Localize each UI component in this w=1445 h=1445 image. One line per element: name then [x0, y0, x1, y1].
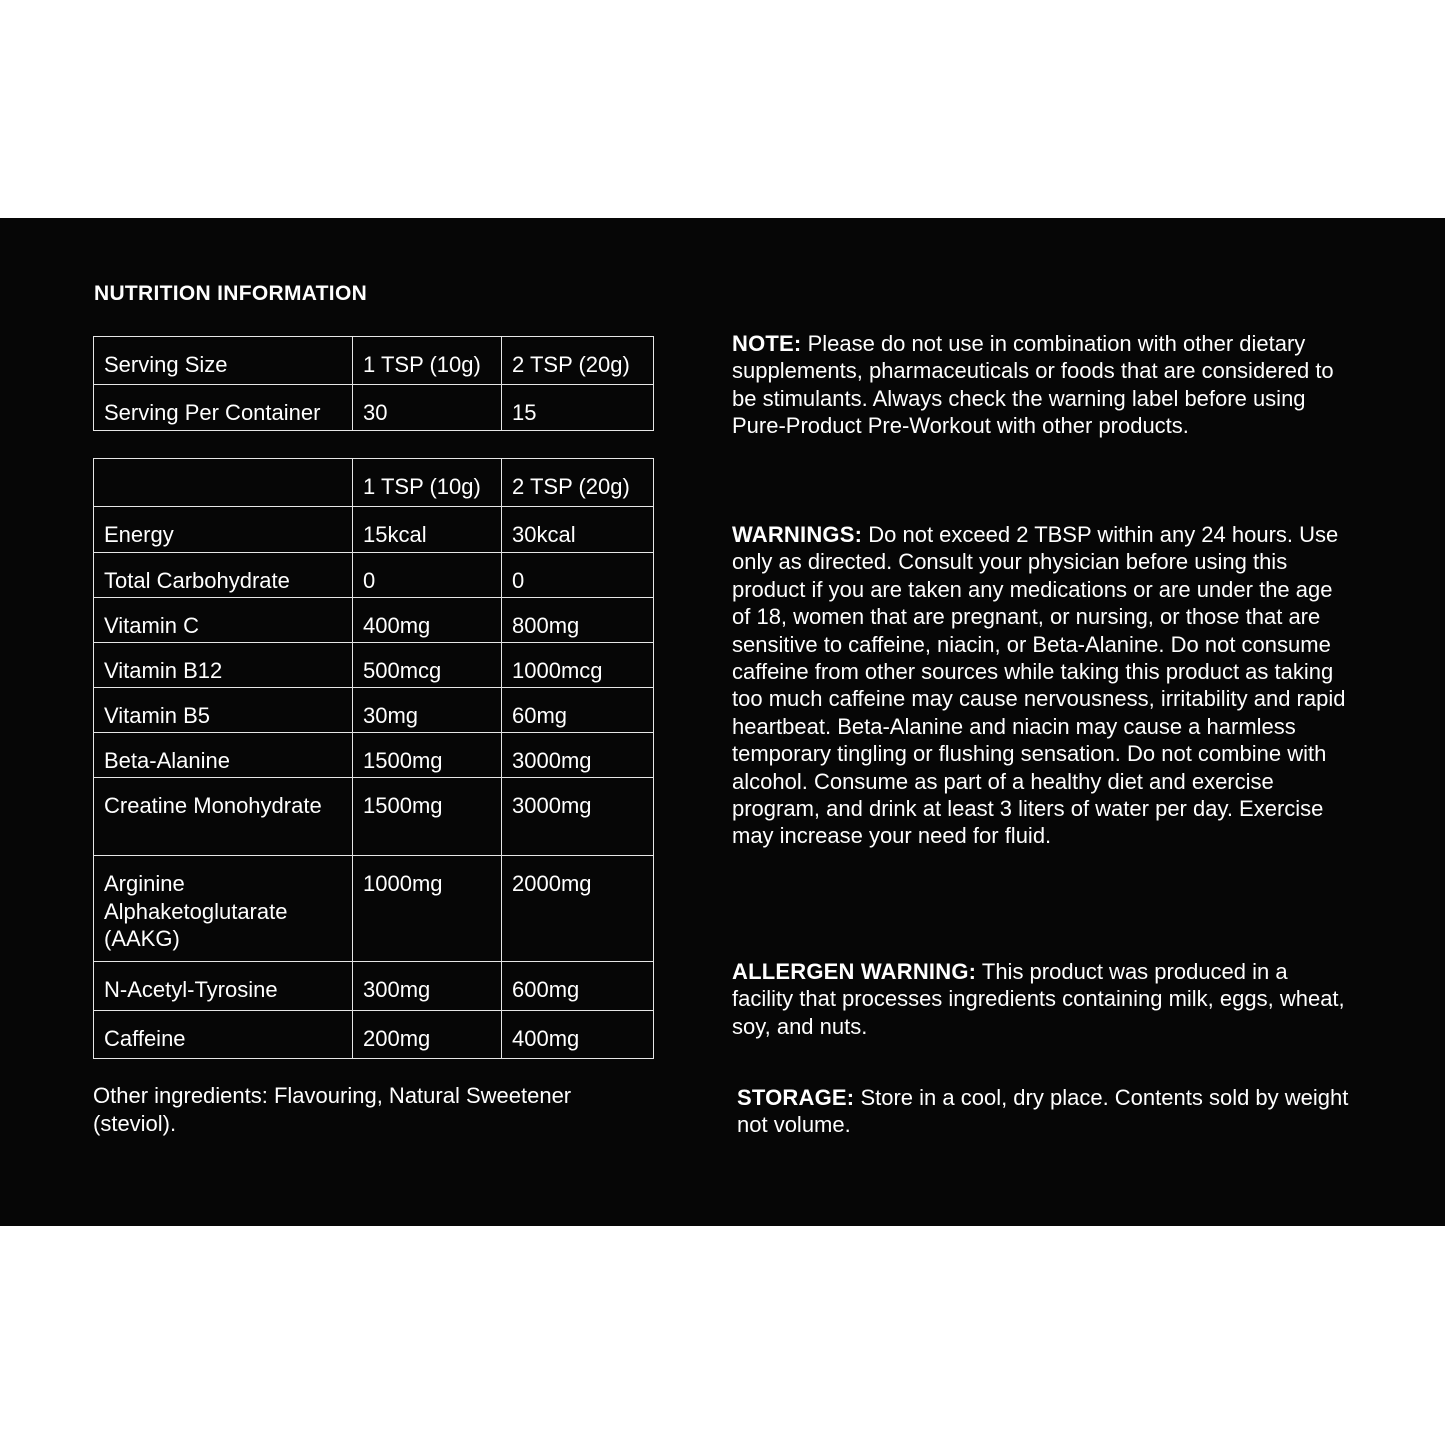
storage-paragraph: [737, 1084, 1357, 1139]
serving-row: [94, 385, 654, 431]
nutrient-row: [94, 733, 654, 778]
serving-label-cell: Serving Size: [94, 337, 353, 385]
label-panel: [0, 218, 1445, 1226]
nutrient-value-cell: 1500mg: [353, 733, 502, 778]
allergen-label: ALLERGEN WARNING:: [732, 959, 977, 984]
note-label: NOTE:: [732, 331, 802, 356]
nutrient-value-cell: 2000mg: [502, 856, 654, 962]
nutrient-row: [94, 507, 654, 553]
nutrient-row: [94, 962, 654, 1011]
warnings-label: WARNINGS:: [732, 522, 863, 547]
storage-label: STORAGE:: [737, 1085, 855, 1110]
nutrient-row: [94, 643, 654, 688]
serving-row: [94, 337, 654, 385]
warnings-text: Do not exceed 2 TBSP within any 24 hours. Use only as directed. Consult your physician before using this product if you are taken any medications or are under the age of 18, women that are pregnant, or nursing, or those that are sensitive to caffeine, niacin, or Beta-Alanine. Do not consume caffeine from other sources while taking this product as taking too much caffeine may cause nervousness, irritability and rapid heartbeat. Beta-Alanine and niacin may cause a harmless temporary tingling or flushing sensation. Do not combine with alcohol. Consume as part of a healthy diet and exercise program, and drink at least 3 liters of water per day. Exercise may increase your need for fluid.: [732, 522, 1346, 849]
nutrient-name-cell: Vitamin B12: [94, 643, 353, 688]
nutrient-value-cell: 0: [353, 553, 502, 598]
nutrient-name-cell: Energy: [94, 507, 353, 553]
nutrient-value-cell: 1000mg: [353, 856, 502, 962]
nutrient-name-cell: Creatine Monohydrate: [94, 778, 353, 856]
nutrient-name-cell: N-Acetyl-Tyrosine: [94, 962, 353, 1011]
nutrient-name-cell: Beta-Alanine: [94, 733, 353, 778]
nutrient-value-cell: 200mg: [353, 1011, 502, 1059]
nutrient-row: [94, 598, 654, 643]
nutrient-row: [94, 688, 654, 733]
header-cell-1tsp: 1 TSP (10g): [353, 459, 502, 507]
other-ingredients: Other ingredients: Flavouring, Natural Sweetener (steviol).: [93, 1083, 572, 1136]
nutrient-value-cell: 400mg: [502, 1011, 654, 1059]
serving-table: [93, 336, 654, 431]
nutrient-name-cell: Caffeine: [94, 1011, 353, 1059]
nutrient-value-cell: 0: [502, 553, 654, 598]
nutrient-value-cell: 400mg: [353, 598, 502, 643]
nutrient-name-cell: Total Carbohydrate: [94, 553, 353, 598]
nutrient-row: [94, 1011, 654, 1059]
serving-label-cell: Serving Per Container: [94, 385, 353, 431]
nutrient-value-cell: 3000mg: [502, 778, 654, 856]
nutrient-row: [94, 856, 654, 962]
nutrient-value-cell: 60mg: [502, 688, 654, 733]
nutrient-name-cell: Vitamin C: [94, 598, 353, 643]
nutrient-value-cell: 1000mcg: [502, 643, 654, 688]
serving-value-cell: 15: [502, 385, 654, 431]
nutrient-name-cell: Vitamin B5: [94, 688, 353, 733]
nutrient-header-row: [94, 459, 654, 507]
nutrient-value-cell: 3000mg: [502, 733, 654, 778]
nutrient-row: [94, 553, 654, 598]
header-label-cell: [94, 459, 353, 507]
allergen-paragraph: [732, 958, 1352, 1040]
serving-value-cell: 1 TSP (10g): [353, 337, 502, 385]
nutrient-value-cell: 500mcg: [353, 643, 502, 688]
serving-value-cell: 2 TSP (20g): [502, 337, 654, 385]
nutrient-value-cell: 15kcal: [353, 507, 502, 553]
nutrient-table: [93, 458, 654, 1059]
storage-text: Store in a cool, dry place. Contents sold by weight not volume.: [737, 1085, 1349, 1138]
nutrient-value-cell: 800mg: [502, 598, 654, 643]
nutrient-value-cell: 300mg: [353, 962, 502, 1011]
serving-value-cell: 30: [353, 385, 502, 431]
allergen-text: This product was produced in a facility that processes ingredients containing milk, eggs, wheat, soy, and nuts.: [732, 959, 1345, 1039]
note-text: Please do not use in combination with other dietary supplements, pharmaceuticals or foods that are considered to be stimulants. Always check the warning label before using Pure-Product Pre-Workout with other products.: [732, 331, 1334, 439]
warnings-paragraph: [732, 521, 1352, 850]
header-cell-2tsp: 2 TSP (20g): [502, 459, 654, 507]
nutrient-value-cell: 30mg: [353, 688, 502, 733]
nutrient-value-cell: 1500mg: [353, 778, 502, 856]
note-paragraph: [732, 330, 1352, 440]
nutrient-value-cell: 30kcal: [502, 507, 654, 553]
nutrient-value-cell: 600mg: [502, 962, 654, 1011]
nutrient-row: [94, 778, 654, 856]
nutrition-title: NUTRITION INFORMATION: [94, 282, 368, 305]
nutrient-name-cell: Arginine Alphaketoglutarate (AAKG): [94, 856, 353, 962]
